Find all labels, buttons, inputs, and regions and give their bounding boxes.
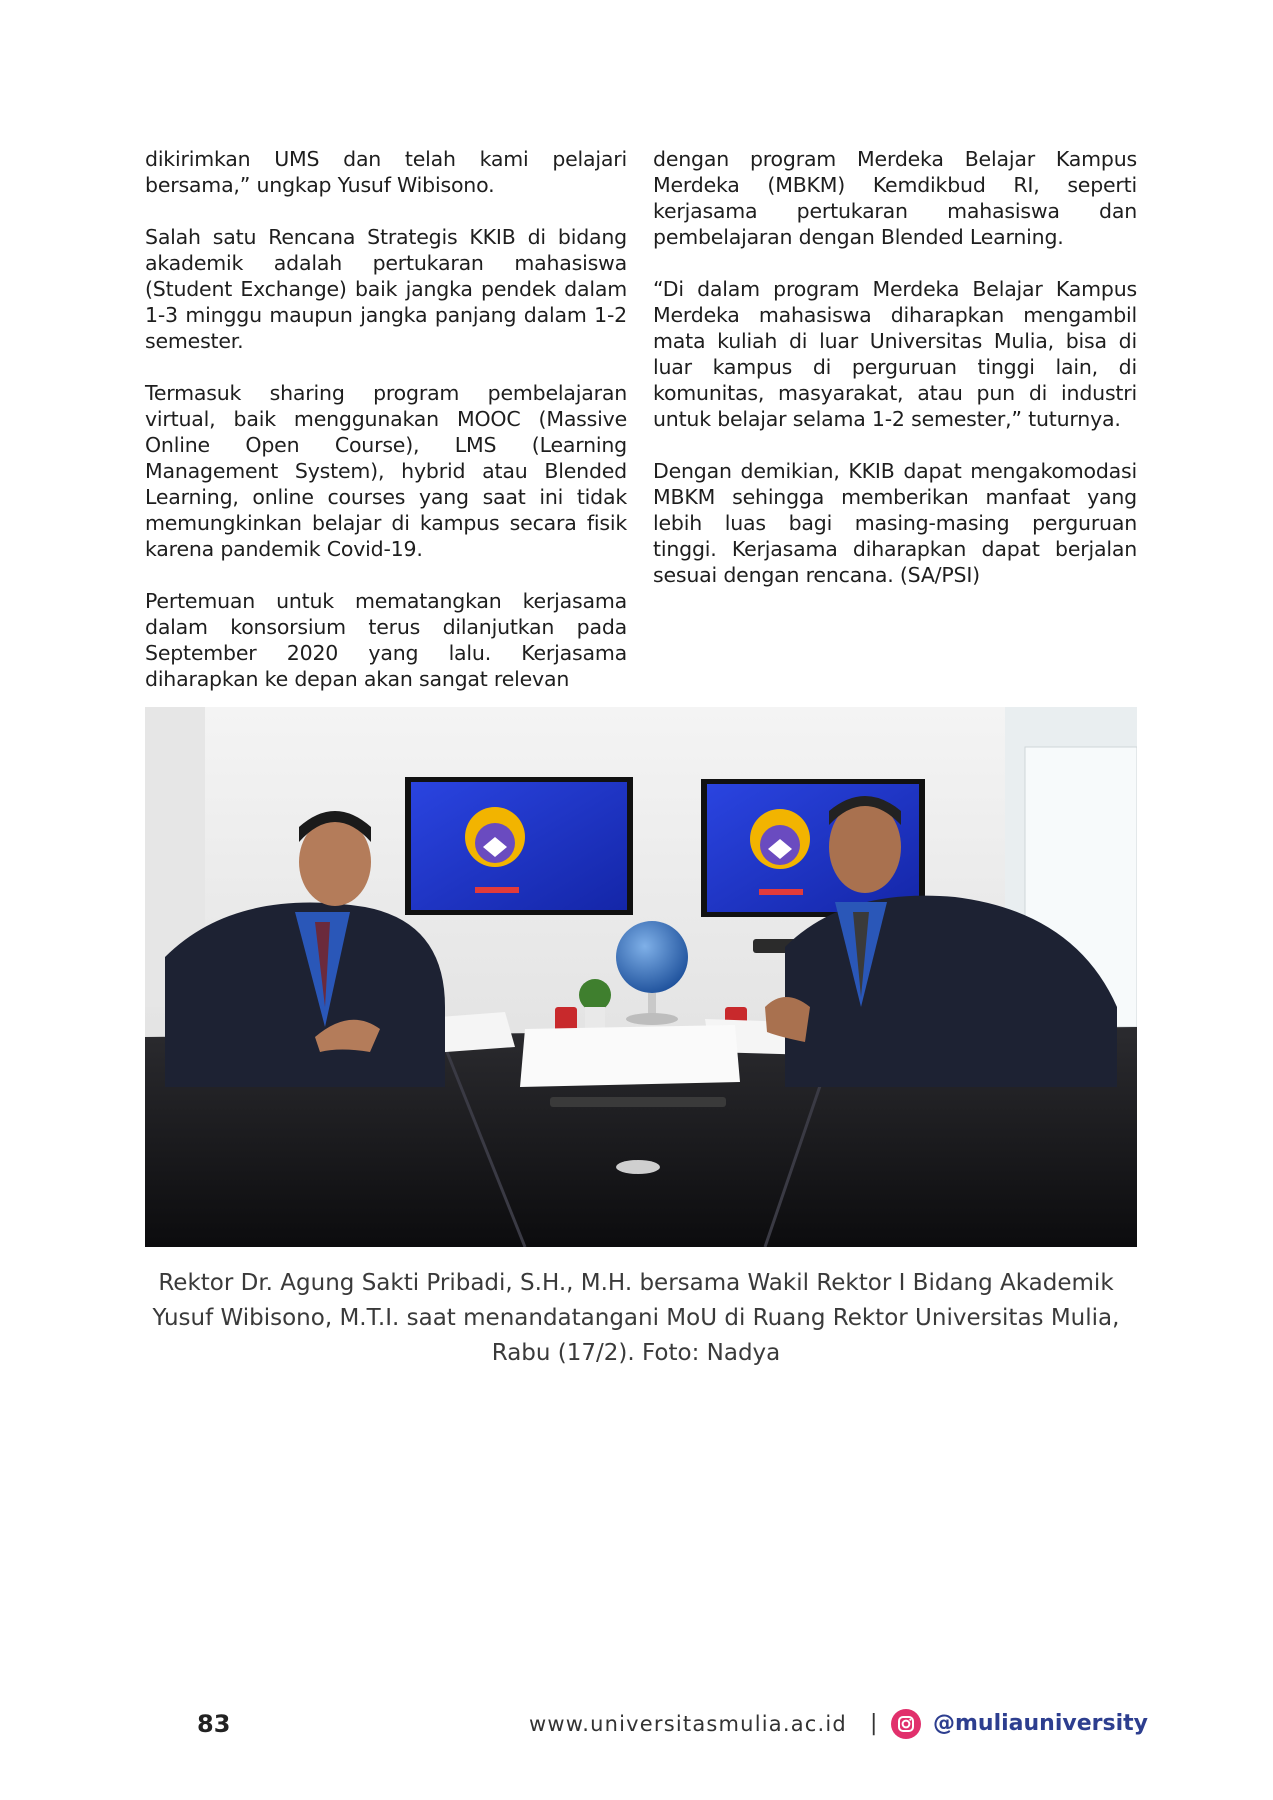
caption-line-3: Rabu (17/2). Foto: Nadya	[491, 1340, 781, 1366]
right-paragraph-1: dengan program Merdeka Belajar Kampus Merdeka (MBKM) Kemdikbud RI, seperti kerjasama pertukaran mahasiswa dan pembelajaran dengan Blended Learning.	[653, 147, 1137, 249]
website-link[interactable]: www.universitasmulia.ac.id	[529, 1712, 847, 1736]
right-paragraph-2: “Di dalam program Merdeka Belajar Kampus Merdeka mahasiswa diharapkan mengambil mata kuliah di luar Universitas Mulia, bisa di luar kampus di perguruan tinggi lain, di komunitas, masyarakat, atau pun di industri untuk belajar selama 1-2 semester,” tuturnya.	[653, 277, 1137, 431]
left-column	[145, 146, 627, 718]
mou-signing-photo	[145, 707, 1137, 1247]
left-paragraph-4: Pertemuan untuk mematangkan kerjasama dalam konsorsium terus dilanjutkan pada September 2020 yang lalu. Kerjasama diharapkan ke depan akan sangat relevan	[145, 589, 627, 691]
instagram-icon[interactable]	[891, 1709, 921, 1739]
page-footer	[0, 1700, 1273, 1750]
left-paragraph-1: dikirimkan UMS dan telah kami pelajari bersama,” ungkap Yusuf Wibisono.	[145, 147, 627, 197]
caption-line-1: Rektor Dr. Agung Sakti Pribadi, S.H., M.H. bersama Wakil Rektor I Bidang Akademik	[158, 1270, 1114, 1296]
left-paragraph-2: Salah satu Rencana Strategis KKIB di bidang akademik adalah pertukaran mahasiswa (Student Exchange) baik jangka pendek dalam 1-3 minggu maupun jangka panjang dalam 1-2 semester.	[145, 225, 627, 353]
right-paragraph-3: Dengan demikian, KKIB dapat mengakomodasi MBKM sehingga memberikan manfaat yang lebih luas bagi masing-masing perguruan tinggi. Kerjasama diharapkan dapat berjalan sesuai dengan rencana. (SA/PSI)	[653, 459, 1137, 587]
left-paragraph-3: Termasuk sharing program pembelajaran virtual, baik menggunakan MOOC (Massive Online Open Course), LMS (Learning Management System), hybrid atau Blended Learning, online courses yang saat ini tidak memungkinkan belajar di kampus secara fisik karena pandemik Covid-19.	[145, 381, 627, 561]
footer-divider: |	[870, 1711, 878, 1736]
right-column	[653, 146, 1137, 614]
instagram-handle[interactable]: @muliauniversity	[933, 1711, 1148, 1736]
page-number: 83	[197, 1710, 231, 1738]
caption-line-2: Yusuf Wibisono, M.T.I. saat menandatangani MoU di Ruang Rektor Universitas Mulia,	[152, 1305, 1120, 1331]
photo-caption	[130, 1266, 1142, 1371]
